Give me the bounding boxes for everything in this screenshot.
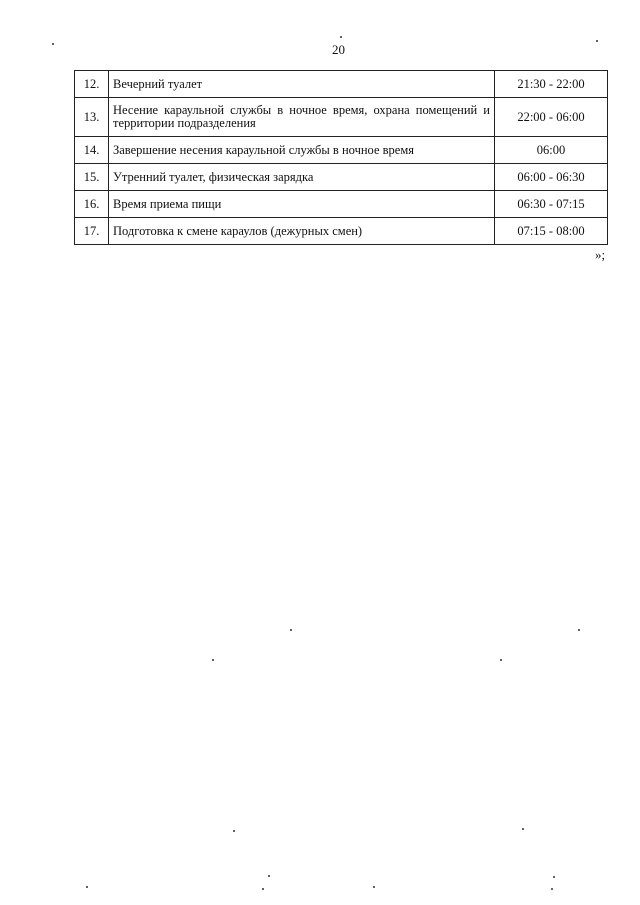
closing-quote: »; (595, 247, 606, 262)
row-number: 12. (75, 71, 109, 98)
scan-speck (373, 886, 375, 888)
scan-speck (553, 876, 555, 878)
table-row (75, 164, 608, 191)
scan-speck (551, 888, 553, 890)
row-number: 14. (75, 137, 109, 164)
row-activity: Вечерний туалет (109, 71, 495, 98)
scan-speck (268, 875, 270, 877)
row-time: 22:00 - 06:00 (495, 98, 608, 137)
row-number: 15. (75, 164, 109, 191)
schedule-table (74, 70, 608, 245)
row-number: 16. (75, 191, 109, 218)
table-row (75, 71, 608, 98)
page-number: 20 (332, 42, 345, 57)
scan-speck (578, 629, 580, 631)
row-time: 06:00 - 06:30 (495, 164, 608, 191)
row-time: 06:00 (495, 137, 608, 164)
row-activity: Утренний туалет, физическая зарядка (109, 164, 495, 191)
row-time: 06:30 - 07:15 (495, 191, 608, 218)
row-time: 21:30 - 22:00 (495, 71, 608, 98)
table-row (75, 137, 608, 164)
scan-speck (262, 888, 264, 890)
scan-speck (500, 659, 502, 661)
scan-speck (52, 43, 54, 45)
scan-speck (233, 830, 235, 832)
row-activity: Завершение несения караульной службы в ночное время (109, 137, 495, 164)
scan-speck (522, 828, 524, 830)
table-row (75, 98, 608, 137)
scan-speck (340, 36, 342, 38)
scan-speck (290, 629, 292, 631)
scan-speck (86, 886, 88, 888)
table-row (75, 218, 608, 245)
row-time: 07:15 - 08:00 (495, 218, 608, 245)
row-activity: Подготовка к смене караулов (дежурных смен) (109, 218, 495, 245)
row-activity: Время приема пищи (109, 191, 495, 218)
row-number: 17. (75, 218, 109, 245)
table-row (75, 191, 608, 218)
row-activity: Несение караульной службы в ночное время, охрана помещений и территории подразделения (109, 98, 495, 137)
row-number: 13. (75, 98, 109, 137)
scan-speck (212, 659, 214, 661)
scan-speck (596, 40, 598, 42)
